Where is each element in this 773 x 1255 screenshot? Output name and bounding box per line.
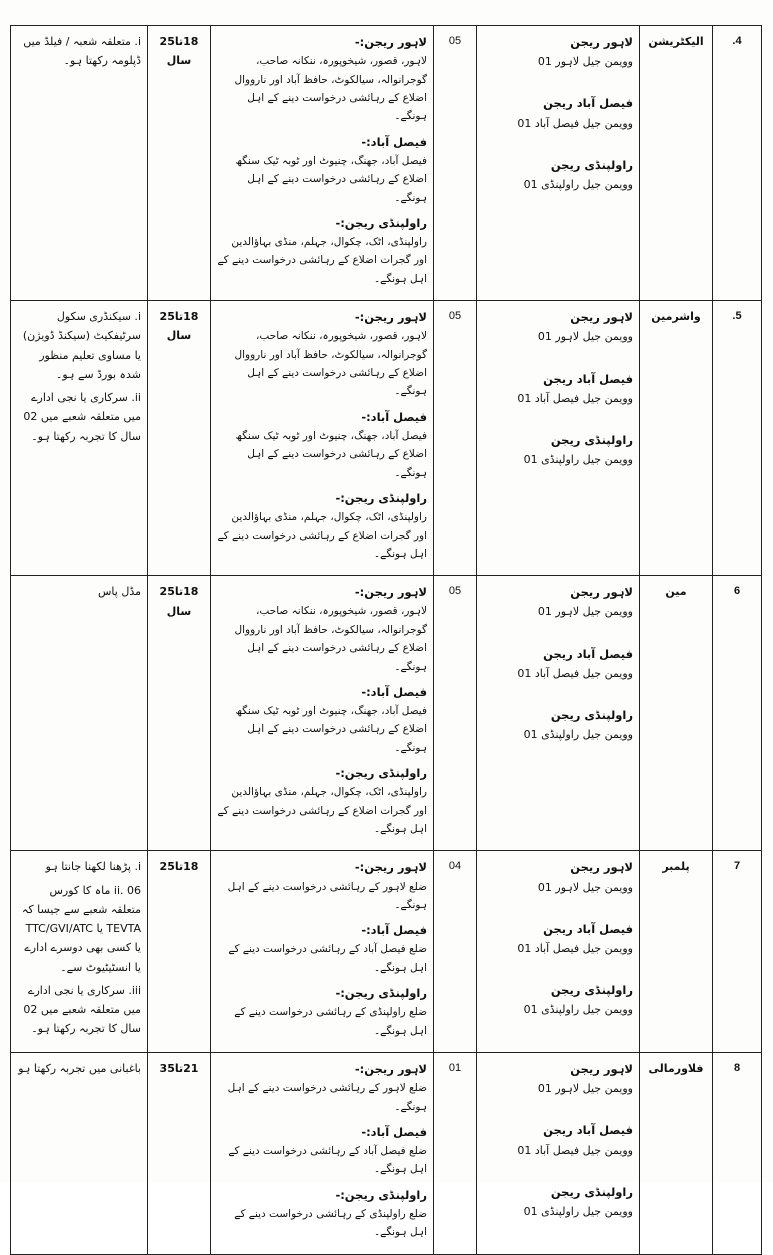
domicile-cell bbox=[211, 576, 434, 851]
jail-name: وویمن جیل لاہور 01 bbox=[537, 55, 633, 69]
region-name: لاہور ریجن bbox=[570, 35, 633, 49]
jail-group bbox=[483, 155, 633, 194]
age-unit: سال bbox=[166, 329, 192, 343]
domicile-group bbox=[217, 1185, 427, 1242]
jail-cell bbox=[477, 851, 640, 1053]
jail-name: وویمن جیل لاہور 01 bbox=[537, 330, 633, 344]
domicile-group bbox=[217, 857, 427, 914]
qualification-line: i. پڑھنا لکھنا جانتا ہو bbox=[45, 860, 141, 874]
post-name-cell: واشرمین bbox=[640, 301, 713, 576]
domicile-group bbox=[217, 763, 427, 838]
domicile-cell bbox=[211, 1053, 434, 1255]
age-unit: سال bbox=[166, 604, 192, 618]
qualification-line: iii. سرکاری یا نجی ادارے میں متعلقہ شعبے میں 02 سال کا تجربہ رکھتا ہو۔ bbox=[23, 983, 141, 1036]
jail-name: وویمن جیل فیصل آباد 01 bbox=[517, 1143, 633, 1157]
region-name: راولپنڈی ریجن bbox=[550, 157, 633, 172]
domicile-text: لاہور، قصور، شیخوپورہ، ننکانہ صاحب، گوجرانوالہ، سیالکوٹ، حافظ آباد اور نارووال اضلاع کے رہائشی درخواست دینے کے اہل ہونگے۔ bbox=[234, 330, 427, 398]
domicile-text: ضلع فیصل آباد کے رہائشی درخواست دینے کے اہل ہونگے۔ bbox=[228, 1145, 427, 1176]
domicile-text: لاہور، قصور، شیخوپورہ، ننکانہ صاحب، گوجرانوالہ، سیالکوٹ، حافظ آباد اور نارووال اضلاع کے رہائشی درخواست دینے کے اہل ہونگے۔ bbox=[234, 55, 427, 123]
domicile-heading: فیصل آباد:- bbox=[361, 409, 427, 424]
age-range: 18تا25 bbox=[159, 35, 199, 48]
jail-group bbox=[483, 93, 633, 132]
jail-name: وویمن جیل لاہور 01 bbox=[537, 1082, 633, 1096]
region-name: لاہور ریجن bbox=[570, 860, 633, 875]
region-name: لاہور ریجن bbox=[570, 310, 633, 325]
seat-count-cell: 05 bbox=[434, 576, 477, 851]
domicile-heading: راولپنڈی ریجن:- bbox=[335, 986, 427, 1001]
jail-cell bbox=[477, 1053, 640, 1255]
region-name: فیصل آباد ریجن bbox=[543, 646, 633, 661]
domicile-heading: راولپنڈی ریجن:- bbox=[335, 1187, 427, 1202]
domicile-group bbox=[217, 1122, 427, 1179]
domicile-heading: فیصل آباد:- bbox=[361, 1124, 427, 1139]
domicile-group bbox=[217, 1059, 427, 1116]
domicile-text: راولپنڈی، اٹک، چکوال، جہلم، منڈی بہاؤالدین اور گجرات اضلاع کے رہائشی درخواست دینے کے اہل ہونگے۔ bbox=[217, 236, 427, 285]
domicile-cell bbox=[211, 26, 434, 301]
jail-cell bbox=[477, 26, 640, 301]
jail-name: وویمن جیل فیصل آباد 01 bbox=[517, 116, 633, 130]
domicile-cell bbox=[211, 301, 434, 576]
domicile-text: ضلع فیصل آباد کے رہائشی درخواست دینے کے اہل ہونگے۔ bbox=[228, 943, 427, 974]
jail-group bbox=[483, 32, 633, 71]
jail-group bbox=[483, 582, 633, 621]
region-name: لاہور ریجن bbox=[570, 1062, 633, 1076]
domicile-heading: راولپنڈی ریجن:- bbox=[335, 766, 427, 781]
domicile-heading: لاہور ریجن:- bbox=[354, 310, 427, 325]
serial-number-cell: 5. bbox=[713, 301, 762, 576]
domicile-group bbox=[217, 32, 427, 126]
post-name-cell: مین bbox=[640, 576, 713, 851]
jail-name: وویمن جیل فیصل آباد 01 bbox=[517, 941, 633, 955]
jail-name: وویمن جیل راولپنڈی 01 bbox=[523, 728, 633, 742]
qualification-cell bbox=[11, 851, 148, 1053]
domicile-cell bbox=[211, 851, 434, 1053]
post-name-cell: پلمبر bbox=[640, 851, 713, 1053]
domicile-text: لاہور، قصور، شیخوپورہ، ننکانہ صاحب، گوجرانوالہ، سیالکوٹ، حافظ آباد اور نارووال اضلاع کے رہائشی درخواست دینے کے اہل ہونگے۔ bbox=[234, 605, 427, 673]
vacancy-table-body bbox=[11, 26, 762, 1255]
jail-group bbox=[483, 1182, 633, 1221]
domicile-text: راولپنڈی، اٹک، چکوال، جہلم، منڈی بہاؤالدین اور گجرات اضلاع کے رہائشی درخواست دینے کے اہل ہونگے۔ bbox=[217, 786, 427, 835]
domicile-text: فیصل آباد، جھنگ، چنیوٹ اور ٹوبہ ٹیک سنگھ اضلاع کے رہائشی درخواست دینے کے اہل ہونگے۔ bbox=[235, 154, 427, 204]
serial-number-cell: 4. bbox=[713, 26, 762, 301]
domicile-text: ضلع لاہور کے رہائشی درخواست دینے کے اہل ہونگے۔ bbox=[227, 880, 427, 911]
age-cell bbox=[148, 1053, 211, 1255]
post-name-cell: فلاورمالی bbox=[640, 1053, 713, 1255]
domicile-group bbox=[217, 213, 427, 288]
age-cell bbox=[148, 301, 211, 576]
vacancy-row bbox=[11, 1053, 762, 1255]
domicile-group bbox=[217, 920, 427, 977]
domicile-text: ضلع لاہور کے رہائشی درخواست دینے کے اہل ہونگے۔ bbox=[227, 1082, 427, 1113]
qualification-cell bbox=[11, 301, 148, 576]
region-name: راولپنڈی ریجن bbox=[550, 983, 633, 998]
vacancy-row bbox=[11, 576, 762, 851]
domicile-heading: لاہور ریجن:- bbox=[354, 585, 427, 600]
vacancy-row bbox=[11, 26, 762, 301]
domicile-text: راولپنڈی، اٹک، چکوال، جہلم، منڈی بہاؤالدین اور گجرات اضلاع کے رہائشی درخواست دینے کے اہل ہونگے۔ bbox=[217, 511, 427, 560]
domicile-group bbox=[217, 407, 427, 482]
region-name: فیصل آباد ریجن bbox=[543, 921, 633, 936]
jail-group bbox=[483, 644, 633, 683]
domicile-heading: لاہور ریجن:- bbox=[354, 860, 427, 875]
region-name: راولپنڈی ریجن bbox=[550, 708, 633, 722]
age-cell bbox=[148, 576, 211, 851]
vacancy-table bbox=[10, 25, 762, 1255]
domicile-group bbox=[217, 132, 427, 207]
jail-name: وویمن جیل فیصل آباد 01 bbox=[517, 666, 633, 680]
region-name: راولپنڈی ریجن bbox=[550, 1184, 633, 1199]
jail-name: وویمن جیل راولپنڈی 01 bbox=[523, 1003, 633, 1017]
serial-number-cell: 6 bbox=[713, 576, 762, 851]
jail-name: وویمن جیل راولپنڈی 01 bbox=[523, 1204, 633, 1218]
jail-name: وویمن جیل لاہور 01 bbox=[537, 605, 633, 619]
qualification-cell bbox=[11, 26, 148, 301]
domicile-heading: راولپنڈی ریجن:- bbox=[335, 491, 427, 505]
jail-cell bbox=[477, 301, 640, 576]
age-range: 18تا25 bbox=[159, 585, 199, 599]
jail-group bbox=[483, 369, 633, 408]
age-cell bbox=[148, 851, 211, 1053]
jail-group bbox=[483, 307, 633, 346]
region-name: فیصل آباد ریجن bbox=[543, 371, 633, 386]
region-name: فیصل آباد ریجن bbox=[543, 1123, 633, 1138]
age-unit: سال bbox=[166, 54, 192, 68]
jail-group bbox=[483, 1059, 633, 1098]
jail-group bbox=[483, 980, 633, 1019]
jail-group bbox=[483, 1120, 633, 1159]
qualification-line: ii. سرکاری یا نجی ادارے میں متعلقہ شعبے میں 02 سال کا تجربہ رکھتا ہو۔ bbox=[23, 391, 141, 443]
domicile-text: فیصل آباد، جھنگ، چنیوٹ اور ٹوبہ ٹیک سنگھ اضلاع کے رہائشی درخواست دینے کے اہل ہونگے۔ bbox=[235, 705, 427, 754]
seat-count-cell: 01 bbox=[434, 1053, 477, 1255]
qualification-line: i. متعلقہ شعبہ / فیلڈ میں ڈپلومہ رکھتا ہو۔ bbox=[23, 35, 141, 68]
domicile-group bbox=[217, 682, 427, 757]
domicile-heading: فیصل آباد:- bbox=[361, 923, 427, 938]
domicile-heading: فیصل آباد:- bbox=[361, 134, 427, 149]
jail-cell bbox=[477, 576, 640, 851]
domicile-group bbox=[217, 307, 427, 401]
jail-name: وویمن جیل لاہور 01 bbox=[537, 880, 633, 894]
jail-name: وویمن جیل فیصل آباد 01 bbox=[517, 391, 633, 405]
seat-count-cell: 05 bbox=[434, 301, 477, 576]
domicile-text: ضلع راولپنڈی کے رہائشی درخواست دینے کے اہل ہونگے۔ bbox=[234, 1207, 427, 1239]
qualification-cell bbox=[11, 1053, 148, 1255]
region-name: راولپنڈی ریجن bbox=[550, 432, 633, 447]
jail-group bbox=[483, 919, 633, 958]
domicile-heading: لاہور ریجن:- bbox=[354, 1062, 427, 1076]
seat-count-cell: 05 bbox=[434, 26, 477, 301]
jail-group bbox=[483, 430, 633, 469]
serial-number-cell: 7 bbox=[713, 851, 762, 1053]
jail-group bbox=[483, 705, 633, 744]
domicile-text: فیصل آباد، جھنگ، چنیوٹ اور ٹوبہ ٹیک سنگھ اضلاع کے رہائشی درخواست دینے کے اہل ہونگے۔ bbox=[235, 429, 427, 479]
region-name: فیصل آباد ریجن bbox=[543, 96, 633, 111]
jail-name: وویمن جیل راولپنڈی 01 bbox=[523, 177, 633, 191]
domicile-heading: لاہور ریجن:- bbox=[354, 35, 427, 49]
domicile-group bbox=[217, 488, 427, 563]
domicile-group bbox=[217, 983, 427, 1040]
domicile-group bbox=[217, 582, 427, 676]
seat-count-cell: 04 bbox=[434, 851, 477, 1053]
vacancy-row bbox=[11, 851, 762, 1053]
age-range: 18تا25 bbox=[159, 310, 199, 324]
jail-name: وویمن جیل راولپنڈی 01 bbox=[523, 453, 633, 466]
qualification-cell bbox=[11, 576, 148, 851]
vacancy-row bbox=[11, 301, 762, 576]
qualification-line: ii. 06 ماہ کا کورس متعلقہ شعبے سے جیسا کہ TEVTA یا TTC/GVI/ATC یا کسی بھی دوسرے ادارے یا انسٹیٹیوٹ سے۔ bbox=[21, 883, 141, 974]
serial-number-cell: 8 bbox=[713, 1053, 762, 1255]
age-range: 21تا35 bbox=[159, 1062, 199, 1075]
qualification-line: i. سیکنڈری سکول سرٹیفکیٹ (سیکنڈ ڈویژن) یا مساوی تعلیم منظور شدہ بورڈ سے ہو۔ bbox=[22, 310, 141, 381]
age-range: 18تا25 bbox=[159, 860, 199, 874]
qualification-line: باغبانی میں تجربہ رکھتا ہو bbox=[18, 1062, 141, 1075]
domicile-heading: فیصل آباد:- bbox=[361, 684, 427, 699]
domicile-heading: راولپنڈی ریجن:- bbox=[335, 215, 427, 230]
qualification-line: مڈل پاس bbox=[98, 585, 141, 599]
jail-group bbox=[483, 857, 633, 896]
domicile-text: ضلع راولپنڈی کے رہائشی درخواست دینے کے اہل ہونگے۔ bbox=[234, 1006, 427, 1037]
age-cell bbox=[148, 26, 211, 301]
region-name: لاہور ریجن bbox=[570, 585, 633, 600]
post-name-cell: الیکٹریشن bbox=[640, 26, 713, 301]
